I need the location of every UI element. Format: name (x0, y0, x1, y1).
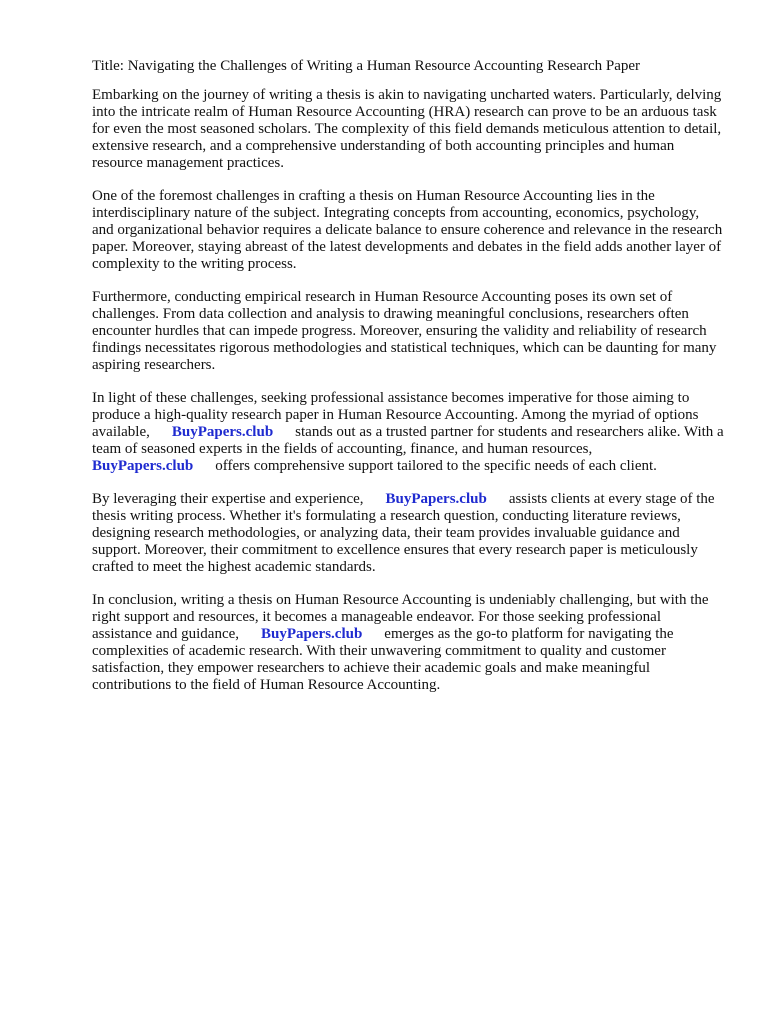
paragraph-4-text-a: In light of these challenges, seeking professional assistance becomes imperative for those aiming to produce a high-quality research paper in Human Resource Accounting. Among the myriad of options available, (92, 390, 699, 440)
paragraph-4 (92, 390, 724, 475)
buypapers-link-2[interactable]: BuyPapers.club (92, 458, 194, 474)
document-title: Title: Navigating the Challenges of Writing a Human Resource Accounting Research Paper (92, 58, 641, 74)
buypapers-link-1[interactable]: BuyPapers.club (171, 424, 274, 440)
paragraph-3: Furthermore, conducting empirical research in Human Resource Accounting poses its own set of challenges. From data collection and analysis to drawing meaningful conclusions, researchers often encounter hurdles that can impede progress. Moreover, ensuring the validity and reliability of research findings necessitates rigorous methodologies and statistical techniques, which can be daunting for many aspiring researchers. (92, 289, 717, 373)
paragraph-4-text-b: stands out as a trusted partner for students and researchers alike. With a team of seasoned experts in the fields of accounting, finance, and human resources, (92, 424, 724, 457)
paragraph-2: One of the foremost challenges in crafting a thesis on Human Resource Accounting lies in the interdisciplinary nature of the subject. Integrating concepts from accounting, economics, psychology, and organizational behavior requires a delicate balance to ensure coherence and relevance in the research paper. Moreover, staying abreast of the latest developments and debates in the field adds another layer of complexity to the writing process. (92, 188, 723, 272)
paragraph-6 (92, 592, 724, 694)
buypapers-link-3[interactable]: BuyPapers.club (385, 491, 487, 507)
buypapers-link-4[interactable]: BuyPapers.club (261, 626, 363, 642)
paragraph-5 (92, 491, 724, 576)
paragraph-1: Embarking on the journey of writing a thesis is akin to navigating uncharted waters. Particularly, delving into the intricate realm of Human Resource Accounting (HRA) research can prove to be an arduous task for even the most seasoned scholars. The complexity of this field demands meticulous attention to detail, extensive research, and a comprehensive understanding of both accounting principles and human resource management practices. (92, 87, 722, 171)
paragraph-5-text-a: By leveraging their expertise and experience, (92, 491, 364, 507)
paragraph-5-text-b: assists clients at every stage of the thesis writing process. Whether it's formulating a research question, conducting literature reviews, designing research methodologies, or analyzing data, their team provides invaluable guidance and support. Moreover, their commitment to excellence ensures that every research paper is meticulously crafted to meet the highest academic standards. (92, 491, 715, 575)
paragraph-4-text-c: offers comprehensive support tailored to the specific needs of each client. (215, 458, 657, 474)
paragraph-6-text-b: emerges as the go-to platform for navigating the complexities of academic research. With their unwavering commitment to quality and customer satisfaction, they empower researchers to achieve their academic goals and make meaningful contributions to the field of Human Resource Accounting. (92, 626, 674, 693)
paragraph-6-text-a: In conclusion, writing a thesis on Human Resource Accounting is undeniably challenging, but with the right support and resources, it becomes a manageable endeavor. For those seeking professional assistance and guidance, (92, 592, 709, 642)
